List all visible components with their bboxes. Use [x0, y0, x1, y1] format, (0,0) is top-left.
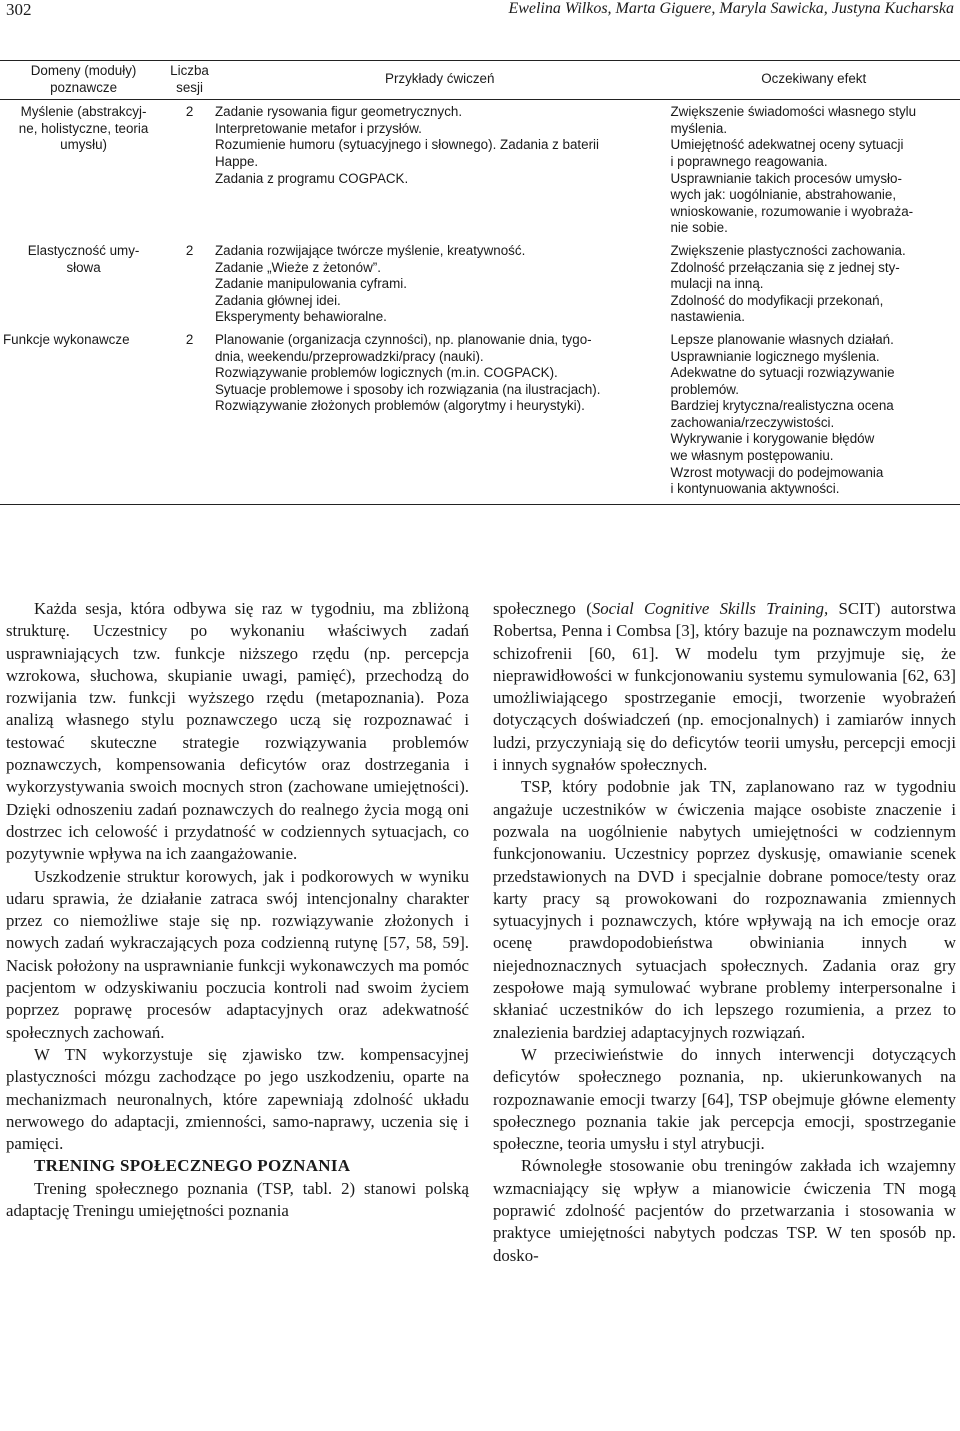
paragraph: W przeciwieństwie do innych interwencji dotyczących deficytów społecznego poznania, np. ukierunkowanych na rozpoznawanie emocji twarzy [64], TSP obejmuje główne elementy społecznego poznania takie jak percepcja emocji, spostrzeganie społeczne, teoria umysłu i styl atrybucji.	[493, 1044, 956, 1154]
paragraph: Uszkodzenie struktur korowych, jak i podkorowych w wyniku udaru sprawia, że działanie zatraca swój intencjonalny charakter przez co niemożliwe staje się np. rozwiązywanie złożonych i nowych zadań wykraczających poza codzienną rutynę [57, 58, 59]. Nacisk położony na usprawnianie funkcji wykonawczych ma pomóc pacjentom w odzyskiwaniu poczucia kontroli nad swoim życiem poprzez poprawę procesów adaptacyjnych oraz adekwatność społecznych zachowań.	[6, 866, 469, 1042]
col-header-effects: Oczekiwany efekt	[667, 61, 960, 100]
page-number: 302	[6, 0, 32, 19]
paragraph: Trening społecznego poznania (TSP, tabl. 2) stanowi polską adaptację Treningu umiejętności poznania	[6, 1178, 469, 1221]
cell-domain: Elastyczność umy- słowa	[27, 242, 140, 275]
running-head: Ewelina Wilkos, Marta Giguere, Maryla Sawicka, Justyna Kucharska	[508, 0, 954, 17]
cell-sessions: 2	[185, 104, 194, 120]
emphasis-term: Social Cognitive Skills Training,	[591, 599, 829, 618]
paragraph: Równoległe stosowanie obu treningów zakłada ich wzajemny wzmacniający się wpływ a mianowicie ćwiczenia TN mogą poprawić zdolność pacjentów do przetwarzania i stosowania w praktyce umiejętności nabytych podczas TSP. W ten sposób np. dosko-	[493, 1156, 956, 1265]
cell-domain: Myślenie (abstrakcyj- ne, holistyczne, teoria umysłu)	[18, 104, 149, 153]
cell-domain: Funkcje wykonawcze	[0, 328, 167, 504]
cell-sessions: 2	[185, 242, 194, 258]
paragraph: W TN wykorzystuje się zjawisko tzw. kompensacyjnej plastyczności mózgu zachodzące po jego uszkodzeniu, oparte na mechanizmach neuronalnych, które zapewniają zdolność układu nerwowego do adaptacji, zmienności, samo-naprawy, uczenia się i pamięci.	[6, 1044, 469, 1154]
col-header-sessions: Liczba sesji	[167, 61, 212, 100]
cell-sessions: 2	[167, 328, 212, 504]
paragraph: TSP, który podobnie jak TN, zaplanowano raz w tygodniu angażuje uczestników w ćwiczenia mające osobiste znaczenie i pozwala na uogólnienie nabytych umiejętności w codziennym funkcjonowaniu. Uczestnicy poprzez dyskusję, omawianie scenek przedstawionych na DVD i specjalnie dobrane pomoce/testy oraz karty pracy są prowokowani do rozpoznawania zmiennych sytuacyjnych i poznawczych, które wpływają na ich emocje oraz ocenę prawdopodobieństwa obwiniania innych w niejednoznacznych sytuacjach społecznych. Zadania oraz gry zespołowe mają symulować wybrane problemy interpersonalne i skłaniać uczestników do ich lepszego rozumienia, a przez to znalezienia bardziej adaptacyjnych rozwiązań.	[493, 777, 956, 1042]
paragraph: Każda sesja, która odbywa się raz w tygodniu, ma zbliżoną strukturę. Uczestnicy po wykonaniu właściwych zadań usprawniających tzw. funkcje niższego rzędu (np. percepcja wzrokowa, słuchowa, skupianie uwagi, pamięć), przechodzą do rozwijania tzw. funkcji wyższego rzędu (metapoznania). Poza analizą własnego stylu poznawczego uczą się rozpoznawać i testować skuteczne strategie rozwiązywania problemów poznawczych, kompensowania deficytów oraz dostrzegania i wykorzystywania swoich mocnych stron (zachowane umiejętności). Dzięki odnoszeniu zadań poznawczych do realnego życia mogą oni dostrzec ich celowość i przydatność w codziennych sytuacjach, co pozytywnie wpływa na ich zaangażowanie.	[6, 599, 469, 864]
col-header-examples: Przykłady ćwiczeń	[212, 61, 668, 100]
paragraph: społecznego (Social Cognitive Skills Training, SCIT) autorstwa Robertsa, Penna i Combsa [3], który bazuje na poznawczym modelu schizofrenii [60, 61]. W modelu tym przyjmuje się, że nieprawidłowości w funkcjonowaniu systemu symulowania [62, 63] umożliwiającego spostrzeganie emocji, tworzenie wyobrażeń dotyczących doświadczeń (np. emocjonalnych) i zamiarów innych ludzi, przyczyniają się do deficytów teorii umysłu, percepcji emocji i innych sygnałów społecznych.	[493, 599, 956, 775]
col-header-domain: Domeny (moduły) poznawcze	[0, 61, 167, 100]
right-text-column	[493, 598, 956, 1267]
exercise-table	[0, 60, 960, 505]
table-row	[0, 100, 960, 239]
table-row	[0, 328, 960, 504]
cell-examples: Zadania rozwijające twórcze myślenie, kreatywność. Zadanie „Wieże z żetonów”. Zadanie manipulowania cyframi. Zadania głównej idei. Eksperymenty behawioralne.	[214, 242, 526, 325]
cell-examples: Zadanie rysowania figur geometrycznych. Interpretowanie metafor i przysłów. Rozumienie humoru (sytuacyjnego i słownego). Zadania z baterii Happe. Zadania z programu COGPACK.	[214, 104, 600, 186]
table-container	[0, 60, 960, 505]
page-header	[0, 0, 960, 30]
cell-effects: Lepsze planowanie własnych działań. Usprawnianie logicznego myślenia. Adekwatne do sytuacji rozwiązywanie problemów. Bardziej krytyczna/realistyczna ocena zachowania/rzeczywistości. Wykrywanie i korygowanie błędów we własnym postępowaniu. Wzrost motywacji do podejmowania i kontynuowania aktywności.	[667, 328, 960, 504]
cell-examples: Planowanie (organizacja czynności), np. planowanie dnia, tygo- dnia, weekendu/przeprowadzki/pracy (nauki). Rozwiązywanie problemów logicznych (m.in. COGPACK). Sytuacje problemowe i sposoby ich rozwiązania (na ilustracjach). Rozwiązywanie złożonych problemów (algorytmy i heurystyki).	[212, 328, 668, 504]
cell-effects: Zwiększenie plastyczności zachowania. Zdolność przełączania się z jednej sty- mulacji na inną. Zdolność do modyfikacji przekonań, nastawienia.	[670, 242, 906, 325]
cell-effects: Zwiększenie świadomości własnego stylu myślenia. Umiejętność adekwatnej oceny sytuacji i poprawnego reagowania. Usprawnianie takich procesów umysło- wych jak: uogólnianie, abstrahowanie, wnioskowanie, rozumowanie i wyobraża- nie sobie.	[670, 104, 917, 236]
table-header-row	[0, 61, 960, 100]
table-row	[0, 239, 960, 328]
section-title: TRENING SPOŁECZNEGO POZNANIA	[34, 1156, 351, 1176]
left-text-column	[6, 598, 469, 1222]
